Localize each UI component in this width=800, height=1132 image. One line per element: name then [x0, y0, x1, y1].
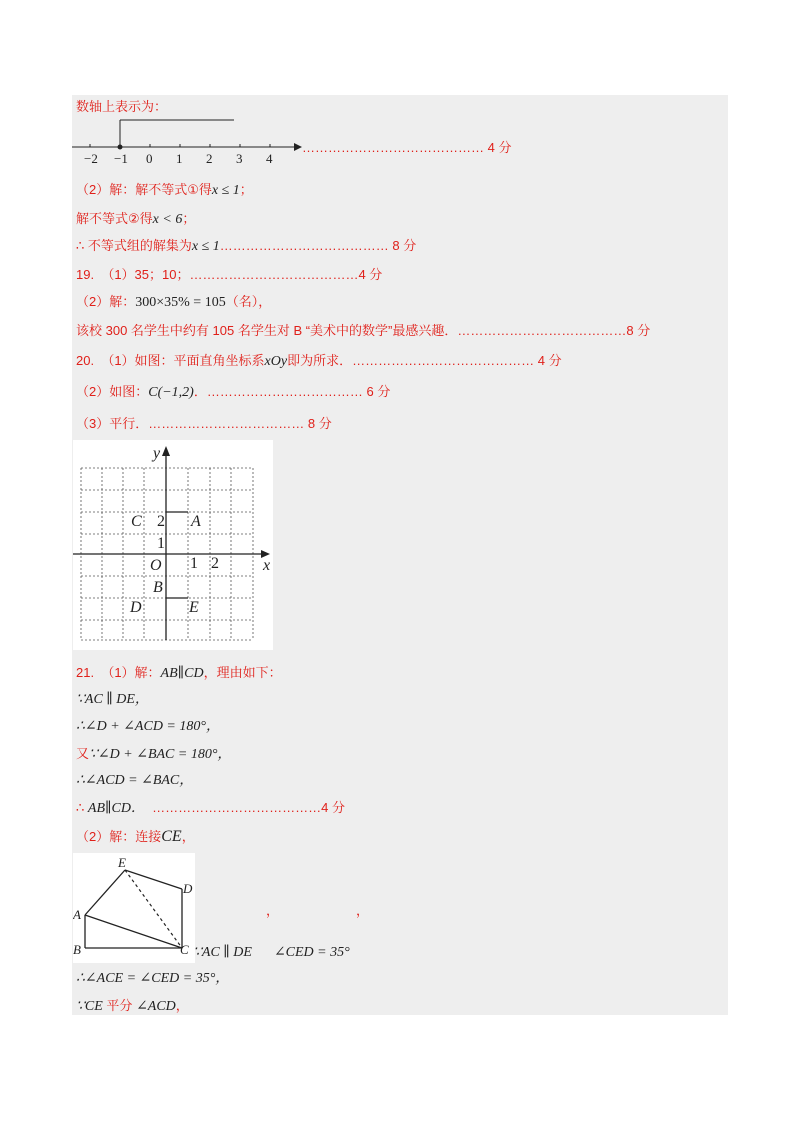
fig-label-E: E: [118, 855, 126, 870]
fig-label-A: A: [73, 907, 81, 922]
q21-step2: ∴∠D + ∠ACD = 180°，: [76, 719, 220, 734]
q19-line2: （2）解：300×35% = 105（名），: [76, 294, 272, 310]
x-tick-1: 1: [190, 555, 198, 572]
fig-label-C: C: [180, 942, 189, 957]
x-tick-2: 2: [211, 555, 219, 572]
q18-part2-line1: （2）解：解不等式①得x ≤ 1；: [76, 182, 253, 198]
y-tick-1: 1: [157, 535, 165, 552]
tick-0: 0: [146, 151, 153, 165]
tick-neg1: −1: [114, 151, 128, 165]
number-line-figure: [72, 115, 312, 165]
q20-line3: （3）平行．……………………………… 8 分: [76, 416, 332, 431]
geometry-figure: [73, 853, 195, 963]
q21-step5: ∴ AB∥CD． …………………………………4 分: [76, 800, 346, 816]
q19-conclusion: 该校 300 名学生中约有 105 名学生对 B “美术中的数学”最感兴趣．…………………………………8 分: [76, 323, 651, 338]
tick-neg2: −2: [84, 151, 98, 165]
point-E-label: E: [189, 599, 199, 616]
y-tick-2: 2: [157, 513, 165, 530]
q20-line1: 20. （1）如图：平面直角坐标系xOy即为所求．…………………………………… 4 分: [76, 353, 562, 369]
stray-comma-1: ，: [266, 903, 280, 918]
y-axis-label: y: [153, 445, 161, 462]
point-C-label: C: [131, 513, 142, 530]
numberline-label: 数轴上表示为：: [76, 99, 168, 114]
q19-line1: 19. （1）35；10；…………………………………4 分: [76, 267, 383, 282]
stray-comma-2: ，: [356, 903, 370, 918]
point-B-label: B: [153, 579, 163, 596]
q21-step4: ∴∠ACD = ∠BAC，: [76, 773, 194, 788]
q20-line2: （2）如图：C(−1,2)．……………………………… 6 分: [76, 384, 391, 400]
origin-O-label: O: [150, 557, 162, 574]
tick-2: 2: [206, 151, 213, 165]
q18-part2-line3: ∴ 不等式组的解集为x ≤ 1………………………………… 8 分: [76, 238, 417, 254]
q21-step1: ∵AC ∥ DE，: [76, 692, 149, 707]
fig-label-D: D: [183, 881, 193, 896]
q21-step8: ∵CE 平分 ∠ACD，: [76, 998, 189, 1014]
x-axis-label: x: [263, 557, 271, 574]
q21-step6: ∵AC ∥ DE ∠CED = 35°: [193, 945, 350, 960]
fig-label-B: B: [73, 942, 81, 957]
q21-step3: 又∵∠D + ∠BAC = 180°，: [76, 746, 232, 762]
point-D-label: D: [130, 599, 142, 616]
point-A-label: A: [191, 513, 201, 530]
numberline-score: …………………………………… 4 分: [302, 140, 512, 155]
tick-1: 1: [176, 151, 183, 165]
q21-step7: ∴∠ACE = ∠CED = 35°，: [76, 971, 230, 986]
coordinate-grid-figure: [73, 440, 273, 650]
tick-3: 3: [236, 151, 243, 165]
q18-part2-line2: 解不等式②得x < 6；: [76, 211, 196, 227]
q21-line1: 21. （1）解：AB∥CD，理由如下：: [76, 665, 282, 681]
q21-part2-line: （2）解：连接CE，: [76, 828, 195, 845]
tick-4: 4: [266, 151, 273, 165]
